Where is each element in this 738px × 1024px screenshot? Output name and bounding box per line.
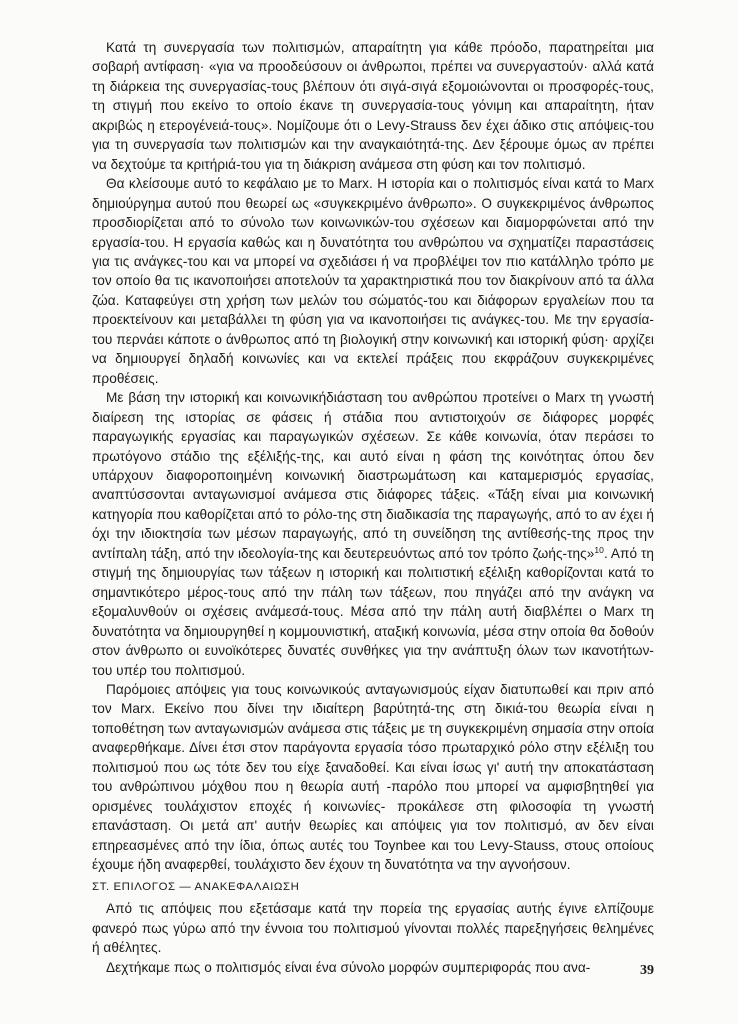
footnote-reference[interactable]: 10 xyxy=(594,544,604,555)
paragraph-4: Παρόμοιες απόψεις για τους κοινωνικούς ανταγωνισμούς είχαν διατυπωθεί και πριν από τον Marx. Εκείνο που δίνει την ιδιαίτερη βαρύτητά-της στη δικιά-του θεωρία είναι η τοποθέτηση των ανταγωνισμών ανάμεσα στις τάξεις με τη συγκεκριμένη σημασία στην οποία αναφερθήκαμε. Δίνει έτσι στον παράγοντα εργασία τόσο πρωταρχικό ρόλο στην εξέλιξη του πολιτισμού που ως τότε δεν του είχε ξαναδοθεί. Και είναι ίσως γι' αυτή την αποκατάσταση του ανθρώπινου μόχθου που η θεωρία αυτή -παρόλο που μπορεί να αμφισβητηθεί για ορισμένες τουλάχιστον εποχές ή κοινωνίες- προκάλεσε στη φιλοσοφία τη γνωστή επανάσταση. Οι μετά απ' αυτήν θεωρίες και απόψεις για τον πολιτισμό, αν δεν είναι επηρεασμένες από την ίδια, όπως αυτές του Toynbee και του Levy-Stauss, στους οποίους έχουμε ήδη αναφερθεί, τουλάχιστο δεν έχουν τη δυνατότητα να την αγνοήσουν. xyxy=(92,681,654,873)
paragraph-1: Κατά τη συνεργασία των πολιτισμών, απαραίτητη για κάθε πρόοδο, παρατηρείται μια σοβαρή αντίφαση· «για να προοδεύσουν οι άνθρωποι, πρέπει να συνεργαστούν· αλλά κατά τη διάρκεια της συνεργασίας-τους βλέπουν ότι σιγά-σιγά εξομοιώνονται οι προσφορές-τους, τη στιγμή που εκείνο το οποίο έκανε τη συνεργασία-τους γόνιμη και απαραίτητη, ήταν ακριβώς η ετερογένειά-τους». Νομίζουμε ότι ο Levy-Strauss δεν έχει άδικο στις απόψεις-του για τη συνεργασία των πολιτισμών και την αναγκαιότητά-της. Δεν ξέρουμε όμως αν πρέπει να δεχτούμε τα κριτήριά-του για τη διάκριση ανάμεσα στη φύση και τον πολιτισμό. xyxy=(92,40,654,172)
paragraph-5: Από τις απόψεις που εξετάσαμε κατά την πορεία της εργασίας αυτής έγινε ελπίζουμε φανερό πως γύρω από την έννοια του πολιτισμού γίνονται πολλές παρεξηγήσεις θελημένες ή αθέλητες. xyxy=(92,901,654,956)
section-heading: ΣΤ. ΕΠΙΛΟΓΟΣ — ΑΝΑΚΕΦΑΛΑΙΩΣΗ xyxy=(92,881,300,894)
paragraph-3 xyxy=(92,388,654,680)
paragraph-3-tail: . Από τη στιγμή της δημιουργίας των τάξεων η ιστορική και πολιτιστική εξέλιξη καθορίζονται κατά το σημαντικότερο μέρος-τους από την πάλη των τάξεων, που πηγάζει από την ανάγκη να εξομαλυνθούν οι σχέσεις ανάμεσά-τους. Μέσα από την πάλη αυτή διαβλέπει ο Marx τη δυνατότητα να δημιουργηθεί η κομμουνιστική, αταξική κοινωνία, μέσα στην οποία θα δοθούν στον άνθρωπο οι ευνοϊκότερες δυνατές συνθήκες για την ανάπτυξη όλων των ικανοτήτων-του υπέρ του πολιτισμού. xyxy=(92,545,654,678)
paragraph-6: Δεχτήκαμε πως ο πολιτισμός είναι ένα σύνολο μορφών συμπεριφοράς που ανα- xyxy=(106,959,591,975)
page-number: 39 xyxy=(640,963,654,978)
paragraph-2: Θα κλείσουμε αυτό το κεφάλαιο με το Marx. Η ιστορία και ο πολιτισμός είναι κατά το Marx δημιούργημα αυτού που θεωρεί ως «συγκεκριμένο άνθρωπο». Ο συγκεκριμένος άνθρωπος προσδιορίζεται από το σύνολο των κοινωνικών-του σχέσεων και διαμορφώνεται από την εργασία-του. Η εργασία καθώς και η δυνατότητα του ανθρώπου να σχηματίζει παραστάσεις για τις ανάγκες-του και να μπορεί να σχεδιάσει ή να προβλέψει τον πιο κατάλληλο τρόπο με τον οποίο θα τις ικανοποιήσει αποτελούν τα χαρακτηριστικά που τον διακρίνουν από τα άλλα ζώα. Καταφεύγει στη χρήση των μελών του σώματός-του και διάφορων εργαλείων που τα προεκτείνουν και μεταβάλλει τη φύση για να ικανοποιήσει τις ανάγκες-του. Με την εργασία-του περνάει κάποτε ο άνθρωπος από τη βιολογική στην κοινωνική και ιστορική φύση· αρχίζει να δημιουργεί δηλαδή κοινωνίες και να εκτελεί πράξεις που εκφράζουν συγκεκριμένες προθέσεις. xyxy=(92,176,654,386)
paragraph-3-main: Με βάση την ιστορική και κοινωνικήδιάσταση του ανθρώπου προτείνει ο Marx τη γνωστή διαίρεση της ιστορίας σε φάσεις ή στάδια που αντιστοιχούν σε διάφορες μορφές παραγωγικής εργασίας και παραγωγικών σχέσεων. Σε κάθε κοινωνία, όταν περάσει το πρωτόγονο στάδιο της εξέλιξής-της, και αυτό είναι η φάση της κοινότητας όπου δεν υπάρχουν διαφοροποιημένη κοινωνική διαστρωμάτωση και καταμερισμός εργασίας, αναπτύσσονται ανταγωνισμοί ανάμεσα στις διάφορες τάξεις. «Τάξη είναι μια κοινωνική κατηγορία που καθορίζεται από το ρόλο-της στη διαδικασία της παραγωγής, από το αν έχει ή όχι την ιδιοκτησία των μέσων παραγωγής, από τη συνείδηση της αντίθεσής-της προς την αντίπαλη τάξη, από την ιδεολογία-της και δευτερευόντως από τον τρόπο ζωής-της» xyxy=(92,390,654,561)
body-text xyxy=(92,38,654,977)
